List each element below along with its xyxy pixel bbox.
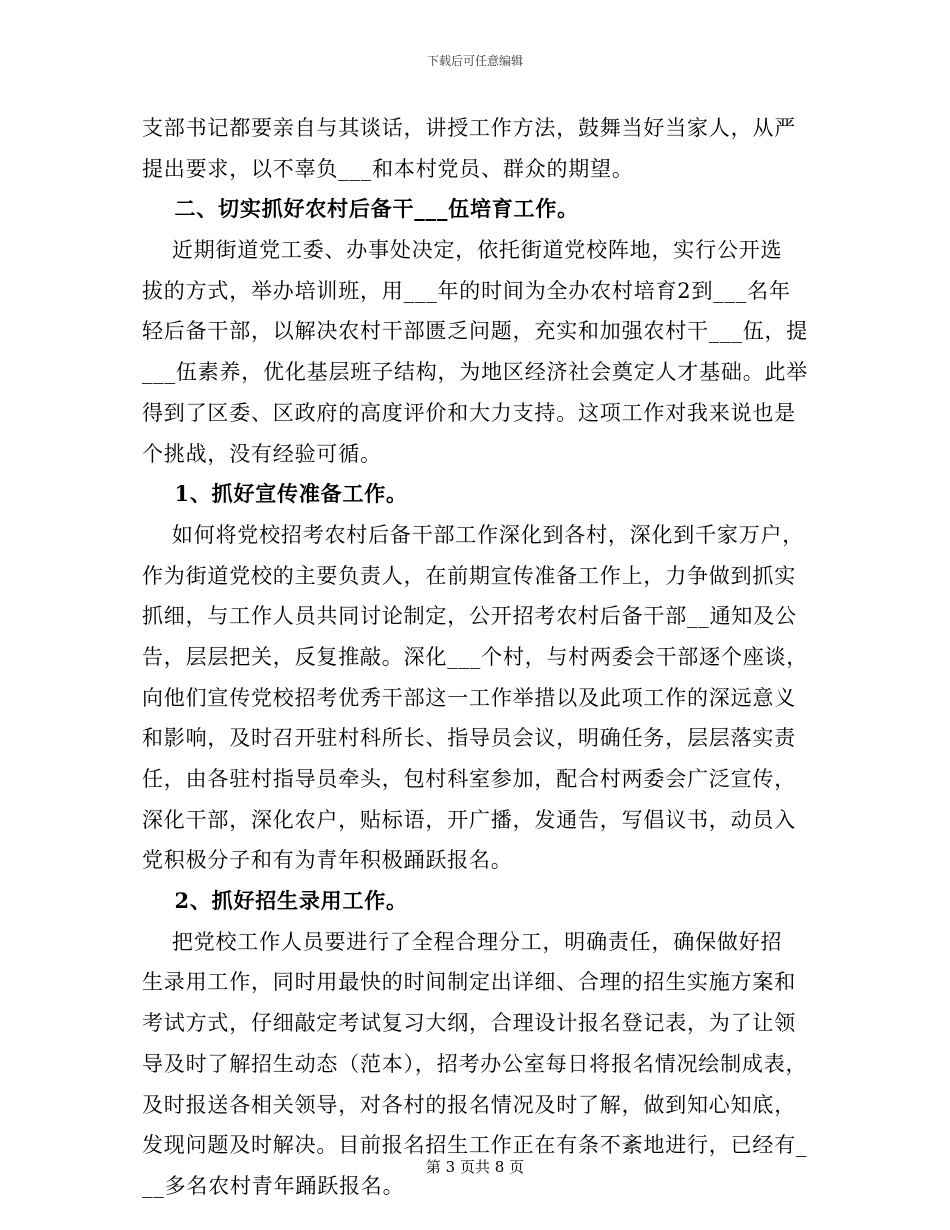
- section-heading: 1、抓好宣传准备工作。: [142, 481, 408, 507]
- section-heading: 二、切实抓好农村后备干___伍培育工作。: [142, 196, 579, 222]
- text-line: ___伍素养，优化基层班子结构，为地区经济社会奠定人才基础。此举: [142, 360, 809, 385]
- text-line: 生录用工作，同时用最快的时间制定出详细、合理的招生实施方案和: [142, 970, 796, 995]
- text-line: 提出要求，以不辜负___和本村党员、群众的期望。: [142, 156, 634, 181]
- text-line: 轻后备干部，以解决农村干部匮乏问题，充实和加强农村干___伍，提: [142, 319, 809, 344]
- text-line: 得到了区委、区政府的高度评价和大力支持。这项工作对我来说也是: [142, 400, 796, 425]
- text-line: 告，层层把关，反复推敲。深化___个村，与村两委会干部逐个座谈，: [142, 644, 809, 669]
- page-header: 下载后可任意编辑: [426, 54, 523, 68]
- page-footer: 第 3 页共 8 页: [425, 1158, 525, 1176]
- text-line: 向他们宣传党校招考优秀干部这一工作举措以及此项工作的深远意义: [142, 685, 796, 710]
- text-line: 及时报送各相关领导，对各村的报名情况及时了解，做到知心知底，: [142, 1092, 796, 1117]
- text-line: 考试方式，仔细敲定考试复习大纲，合理设计报名登记表，为了让领: [142, 1011, 796, 1036]
- text-line: 和影响，及时召开驻村科所长、指导员会议，明确任务，层层落实责: [142, 726, 796, 751]
- text-line: 党积极分子和有为青年积极踊跃报名。: [142, 848, 513, 873]
- text-line: 抓细，与工作人员共同讨论制定，公开招考农村后备干部__通知及公: [142, 604, 797, 629]
- section-heading: 2、抓好招生录用工作。: [142, 888, 408, 914]
- text-line: 作为街道党校的主要负责人，在前期宣传准备工作上，力争做到抓实: [142, 563, 796, 588]
- text-line: 深化干部，深化农户，贴标语，开广播，发通告，写倡议书，动员入: [142, 807, 796, 832]
- text-line: 支部书记都要亲自与其谈话，讲授工作方法，鼓舞当好当家人，从严: [142, 116, 796, 140]
- text-line: 任，由各驻村指导员牵头，包村科室参加，配合村两委会广泛宣传，: [142, 767, 796, 791]
- text-line: __多名农村青年踊跃报名。: [142, 1173, 405, 1198]
- text-line: 把党校工作人员要进行了全程合理分工，明确责任，确保做好招: [142, 929, 783, 954]
- text-line: 个挑战，没有经验可循。: [142, 441, 382, 466]
- document-body: [142, 108, 810, 1207]
- text-line: 拔的方式，举办培训班，用___年的时间为全办农村培育2到___名年: [142, 278, 791, 303]
- text-line: 如何将党校招考农村后备干部工作深化到各村，深化到千家万户，: [142, 522, 805, 547]
- text-line: 近期街道党工委、办事处决定，依托街道党校阵地，实行公开选: [142, 238, 783, 263]
- text-line: 导及时了解招生动态（范本），招考办公室每日将报名情况绘制成表，: [142, 1051, 808, 1076]
- text-line: 发现问题及时解决。目前报名招生工作正在有条不紊地进行，已经有_: [142, 1133, 808, 1158]
